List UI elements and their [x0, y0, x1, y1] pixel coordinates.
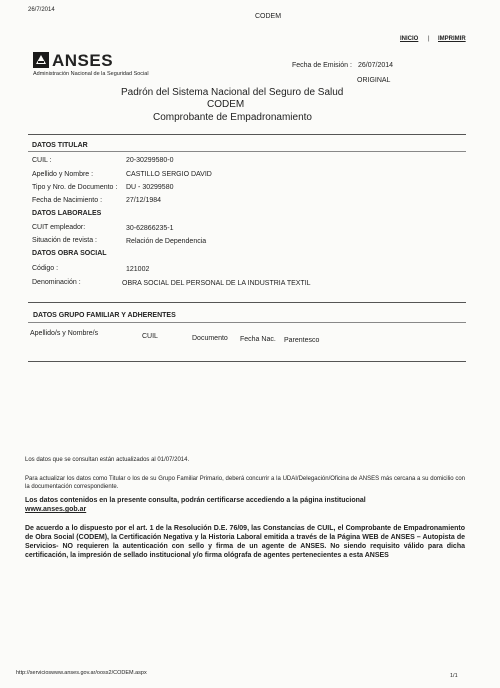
- print-date: 26/7/2014: [28, 7, 55, 13]
- field-label: CUIT empleador:: [32, 224, 86, 231]
- anses-logo-subtitle: Administración Nacional de la Seguridad Social: [33, 71, 149, 77]
- anses-site-link[interactable]: www.anses.gob.ar: [25, 506, 87, 513]
- section-grupo-heading: DATOS GRUPO FAMILIAR Y ADHERENTES: [33, 312, 176, 319]
- field-label: Apellido y Nombre :: [32, 171, 94, 178]
- doc-subtitle-codem: CODEM: [207, 99, 245, 110]
- emission-date-value: 26/07/2014: [358, 62, 394, 69]
- nav-separator: |: [428, 36, 430, 42]
- divider: [28, 302, 466, 303]
- field-value: 27/12/1984: [126, 197, 162, 204]
- field-label: Tipo y Nro. de Documento :: [32, 184, 118, 191]
- divider: [28, 134, 466, 135]
- page-number: 1/1: [450, 673, 458, 679]
- field-value: 121002: [126, 266, 150, 273]
- update-info-note: Para actualizar los datos como Titular o los de su Grupo Familiar Primario, deberá concurrir a la UDAI/Delegación/Oficina de ANSES más cercana a su domicilio con la documentación correspondiente.: [25, 476, 465, 490]
- field-label: Denominación :: [32, 279, 81, 286]
- certify-note: Los datos contenidos en la presente consulta, podrán certificarse accediendo a la página institucional: [25, 497, 366, 504]
- legal-note: De acuerdo a lo dispuesto por el art. 1 de la Resolución D.E. 76/09, las Constancias de CUIL, el Comprobante de Empadronamiento de Obra Social (CODEM), la Certificación Negativa y la Historia Laboral emitida a través de la Página WEB de ANSES – Autopista de Servicios- NO requieren la autenticación con sello y firma de un agente de ANSES. No siendo requisito válido para dicha certificación, la impresión de sellado institucional y/o firma ológrafa de agentes pertenecientes a esta ANSES: [25, 525, 465, 559]
- field-label: Situación de revista :: [32, 237, 97, 244]
- print-title: CODEM: [255, 13, 282, 20]
- col-header-nombre: Apellido/s y Nombre/s: [30, 330, 99, 337]
- field-label: CUIL :: [32, 157, 52, 164]
- divider: [28, 361, 466, 362]
- nav-inicio-link[interactable]: INICIO: [400, 36, 419, 42]
- section-laborales-heading: DATOS LABORALES: [32, 210, 102, 217]
- col-header-documento: Documento: [192, 335, 228, 342]
- col-header-parentesco: Parentesco: [284, 337, 320, 344]
- field-value: 30-62866235-1: [126, 225, 174, 232]
- field-value: Relación de Dependencia: [126, 238, 207, 245]
- field-label: Código :: [32, 265, 59, 272]
- field-value: 20-30299580-0: [126, 157, 174, 164]
- field-label: Fecha de Nacimiento :: [32, 197, 103, 204]
- footer-url: http://servicioswww.anses.gov.ar/ooss2/CODEM.aspx: [16, 670, 147, 676]
- nav-imprimir-link[interactable]: IMPRIMIR: [438, 36, 466, 42]
- col-header-fecha-nac: Fecha Nac.: [240, 336, 276, 343]
- doc-title: Padrón del Sistema Nacional del Seguro de Salud: [121, 87, 344, 98]
- update-note: Los datos que se consultan están actualizados al 01/07/2014.: [25, 457, 190, 463]
- section-obra-social-heading: DATOS OBRA SOCIAL: [32, 250, 107, 257]
- anses-logo-text: ANSES: [52, 51, 114, 70]
- col-header-cuil: CUIL: [142, 333, 158, 340]
- field-value: CASTILLO SERGIO DAVID: [126, 171, 212, 178]
- anses-logo-icon: [33, 52, 49, 68]
- emission-date-label: Fecha de Emisión :: [292, 62, 352, 69]
- field-value: DU - 30299580: [126, 184, 174, 191]
- divider: [28, 151, 466, 152]
- divider: [28, 322, 466, 323]
- section-titular-heading: DATOS TITULAR: [32, 142, 88, 149]
- field-value: OBRA SOCIAL DEL PERSONAL DE LA INDUSTRIA TEXTIL: [122, 280, 311, 287]
- original-mark: ORIGINAL: [357, 77, 391, 84]
- doc-subtitle: Comprobante de Empadronamiento: [153, 112, 312, 123]
